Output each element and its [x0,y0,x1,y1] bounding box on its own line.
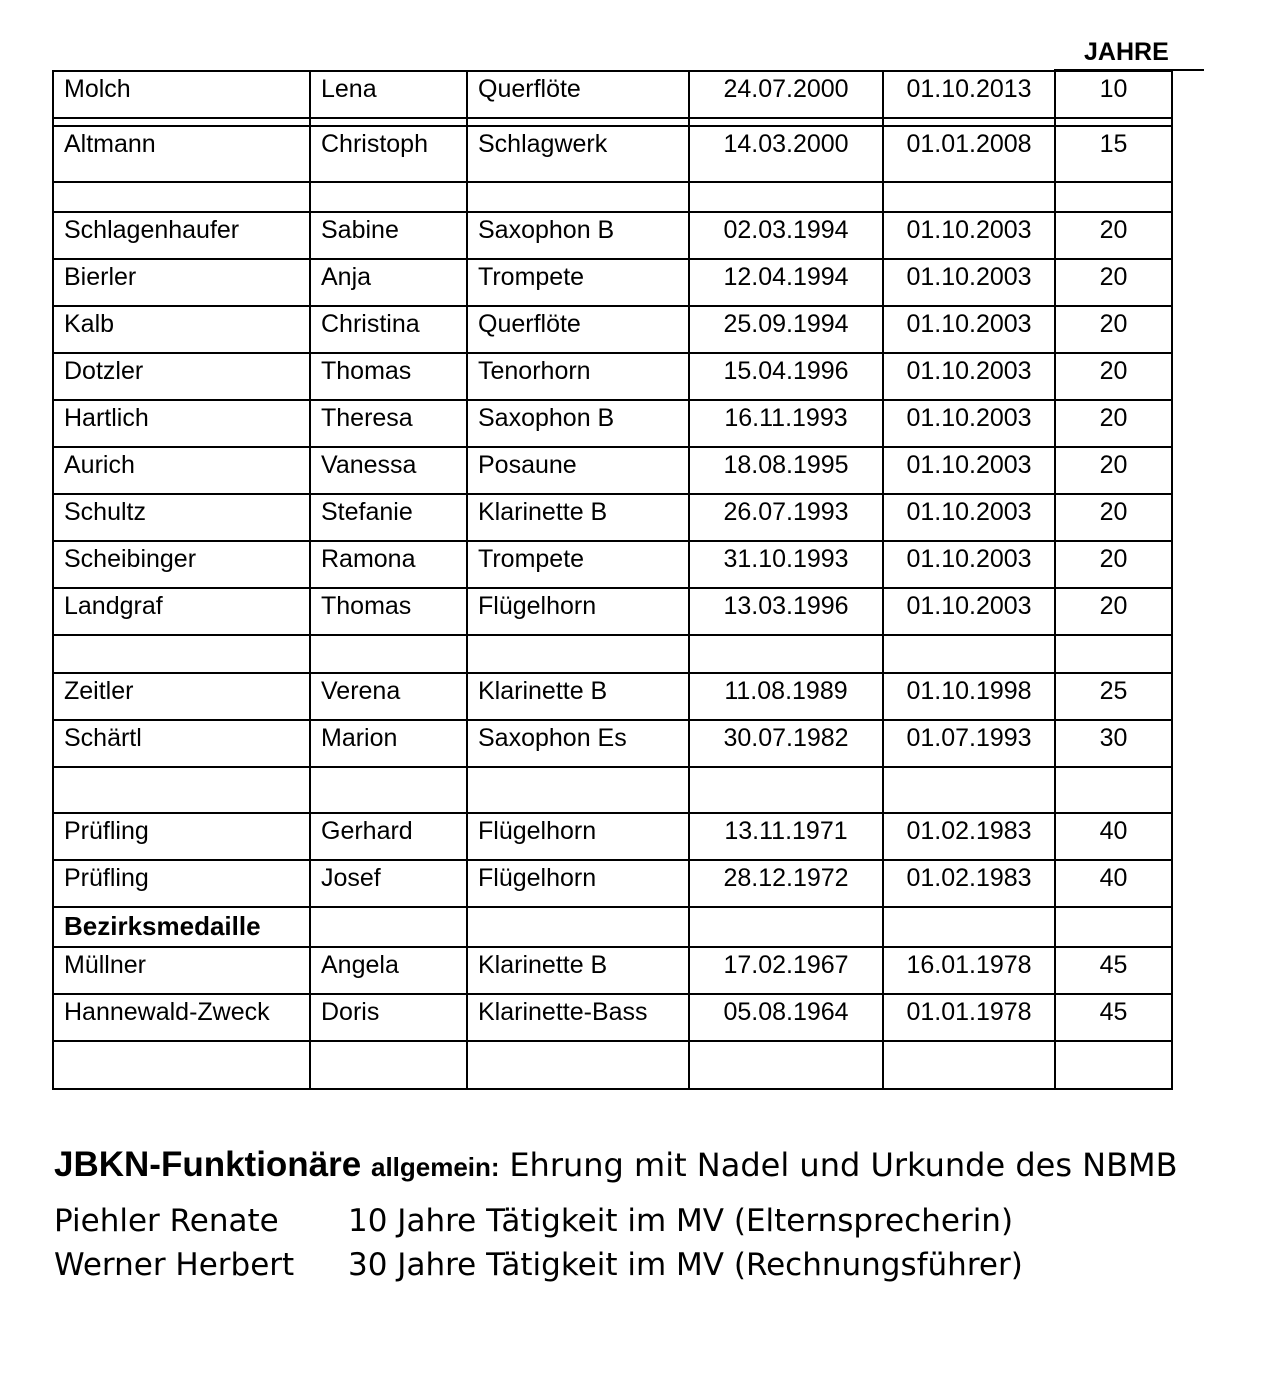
instrument-cell: Flügelhorn [467,813,689,860]
empty-cell [1055,635,1172,673]
empty-row [53,182,1172,212]
empty-cell [1055,1041,1172,1089]
empty-cell [689,182,883,212]
years-cell: 15 [1055,126,1172,182]
birth-date-cell: 13.11.1971 [689,813,883,860]
entry-date-cell: 01.10.2003 [883,494,1055,541]
last-name-cell: Dotzler [53,353,310,400]
empty-cell [883,635,1055,673]
years-cell: 20 [1055,259,1172,306]
last-name-cell: Aurich [53,447,310,494]
birth-date-cell: 12.04.1994 [689,259,883,306]
empty-cell [467,907,689,947]
instrument-cell: Trompete [467,259,689,306]
years-cell: 10 [1055,71,1172,118]
entry-date-cell: 01.10.2003 [883,306,1055,353]
years-cell: 20 [1055,494,1172,541]
official-entry [54,1247,1178,1283]
official-name: Werner Herbert [54,1247,295,1283]
empty-cell [467,767,689,813]
instrument-cell: Saxophon Es [467,720,689,767]
birth-date-cell: 15.04.1996 [689,353,883,400]
entry-date-cell: 01.01.2008 [883,126,1055,182]
table-row [53,860,1172,907]
empty-cell [1055,118,1172,126]
last-name-cell: Prüfling [53,813,310,860]
officials-heading [54,1145,1178,1185]
years-cell: 40 [1055,813,1172,860]
table-row [53,541,1172,588]
empty-cell [310,182,467,212]
years-cell: 20 [1055,400,1172,447]
instrument-cell: Saxophon B [467,400,689,447]
table-row [53,813,1172,860]
empty-row [53,767,1172,813]
instrument-cell: Tenorhorn [467,353,689,400]
entry-date-cell: 01.07.1993 [883,720,1055,767]
instrument-cell: Flügelhorn [467,860,689,907]
years-cell: 25 [1055,673,1172,720]
first-name-cell: Thomas [310,588,467,635]
first-name-cell: Anja [310,259,467,306]
last-name-cell: Molch [53,71,310,118]
empty-cell [310,1041,467,1089]
empty-cell [689,635,883,673]
empty-cell [689,907,883,947]
section-header: Bezirksmedaille [53,907,310,947]
table-row [53,126,1172,182]
entry-date-cell: 01.01.1978 [883,994,1055,1041]
empty-cell [689,767,883,813]
table-row [53,353,1172,400]
table-row [53,259,1172,306]
table-row [53,588,1172,635]
empty-cell [883,767,1055,813]
entry-date-cell: 16.01.1978 [883,947,1055,994]
birth-date-cell: 14.03.2000 [689,126,883,182]
first-name-cell: Theresa [310,400,467,447]
empty-cell [53,1041,310,1089]
last-name-cell: Hartlich [53,400,310,447]
entry-date-cell: 01.10.2003 [883,212,1055,259]
first-name-cell: Josef [310,860,467,907]
empty-cell [310,118,467,126]
empty-cell [467,182,689,212]
empty-cell [53,767,310,813]
table-row [53,720,1172,767]
instrument-cell: Klarinette B [467,494,689,541]
instrument-cell: Schlagwerk [467,126,689,182]
birth-date-cell: 26.07.1993 [689,494,883,541]
empty-row [53,1041,1172,1089]
official-entry [54,1203,1178,1239]
birth-date-cell: 18.08.1995 [689,447,883,494]
first-name-cell: Angela [310,947,467,994]
official-description: 30 Jahre Tätigkeit im MV (Rechnungsführer) [348,1247,1023,1283]
last-name-cell: Schärtl [53,720,310,767]
years-cell: 20 [1055,588,1172,635]
instrument-cell: Flügelhorn [467,588,689,635]
table-row [53,447,1172,494]
empty-cell [883,1041,1055,1089]
empty-cell [883,907,1055,947]
instrument-cell: Klarinette-Bass [467,994,689,1041]
entry-date-cell: 01.10.2003 [883,400,1055,447]
first-name-cell: Marion [310,720,467,767]
entry-date-cell: 01.10.2003 [883,588,1055,635]
last-name-cell: Landgraf [53,588,310,635]
years-cell: 30 [1055,720,1172,767]
last-name-cell: Altmann [53,126,310,182]
empty-cell [310,767,467,813]
years-cell: 20 [1055,212,1172,259]
honorees-table [52,70,1173,1090]
first-name-cell: Stefanie [310,494,467,541]
officials-title-rest: Ehrung mit Nadel und Urkunde des NBMB [509,1146,1178,1184]
instrument-cell: Querflöte [467,306,689,353]
instrument-cell: Saxophon B [467,212,689,259]
officials-title-bold: JBKN-Funktionäre [54,1145,362,1184]
last-name-cell: Scheibinger [53,541,310,588]
official-description: 10 Jahre Tätigkeit im MV (Elternsprecherin) [348,1203,1014,1239]
honorees-table-body [53,71,1172,1089]
first-name-cell: Christina [310,306,467,353]
first-name-cell: Thomas [310,353,467,400]
years-cell: 20 [1055,353,1172,400]
birth-date-cell: 24.07.2000 [689,71,883,118]
last-name-cell: Schlagenhaufer [53,212,310,259]
last-name-cell: Kalb [53,306,310,353]
years-cell: 20 [1055,306,1172,353]
last-name-cell: Bierler [53,259,310,306]
first-name-cell: Ramona [310,541,467,588]
entry-date-cell: 01.10.2003 [883,541,1055,588]
last-name-cell: Zeitler [53,673,310,720]
empty-cell [467,1041,689,1089]
empty-cell [53,118,310,126]
instrument-cell: Klarinette B [467,673,689,720]
birth-date-cell: 28.12.1972 [689,860,883,907]
years-column-label: JAHRE [1084,38,1169,66]
empty-cell [883,182,1055,212]
birth-date-cell: 17.02.1967 [689,947,883,994]
last-name-cell: Hannewald-Zweck [53,994,310,1041]
empty-cell [53,635,310,673]
birth-date-cell: 16.11.1993 [689,400,883,447]
entry-date-cell: 01.10.2013 [883,71,1055,118]
birth-date-cell: 02.03.1994 [689,212,883,259]
last-name-cell: Schultz [53,494,310,541]
empty-cell [310,635,467,673]
empty-cell [467,635,689,673]
birth-date-cell: 30.07.1982 [689,720,883,767]
empty-row [53,635,1172,673]
table-row [53,947,1172,994]
table-row [53,306,1172,353]
entry-date-cell: 01.10.2003 [883,447,1055,494]
first-name-cell: Gerhard [310,813,467,860]
separator-row [53,118,1172,126]
entry-date-cell: 01.10.2003 [883,259,1055,306]
entry-date-cell: 01.10.1998 [883,673,1055,720]
table-row [53,673,1172,720]
birth-date-cell: 11.08.1989 [689,673,883,720]
entry-date-cell: 01.02.1983 [883,860,1055,907]
last-name-cell: Prüfling [53,860,310,907]
table-row [53,400,1172,447]
empty-cell [1055,767,1172,813]
officials-section [54,1145,1178,1283]
first-name-cell: Lena [310,71,467,118]
birth-date-cell: 13.03.1996 [689,588,883,635]
first-name-cell: Sabine [310,212,467,259]
instrument-cell: Klarinette B [467,947,689,994]
officials-title-small: allgemein: [370,1152,500,1182]
birth-date-cell: 05.08.1964 [689,994,883,1041]
instrument-cell: Querflöte [467,71,689,118]
table-row [53,494,1172,541]
years-cell: 20 [1055,541,1172,588]
empty-cell [1055,907,1172,947]
first-name-cell: Vanessa [310,447,467,494]
empty-cell [689,118,883,126]
empty-cell [689,1041,883,1089]
empty-cell [883,118,1055,126]
years-cell: 40 [1055,860,1172,907]
entry-date-cell: 01.10.2003 [883,353,1055,400]
years-cell: 45 [1055,994,1172,1041]
empty-cell [467,118,689,126]
entry-date-cell: 01.02.1983 [883,813,1055,860]
empty-cell [53,182,310,212]
table-row [53,212,1172,259]
table-row [53,994,1172,1041]
first-name-cell: Christoph [310,126,467,182]
instrument-cell: Posaune [467,447,689,494]
first-name-cell: Verena [310,673,467,720]
empty-cell [1055,182,1172,212]
first-name-cell: Doris [310,994,467,1041]
birth-date-cell: 25.09.1994 [689,306,883,353]
official-name: Piehler Renate [54,1203,279,1239]
table-row [53,71,1172,118]
birth-date-cell: 31.10.1993 [689,541,883,588]
empty-cell [310,907,467,947]
section-header-row [53,907,1172,947]
instrument-cell: Trompete [467,541,689,588]
years-cell: 45 [1055,947,1172,994]
years-cell: 20 [1055,447,1172,494]
last-name-cell: Müllner [53,947,310,994]
